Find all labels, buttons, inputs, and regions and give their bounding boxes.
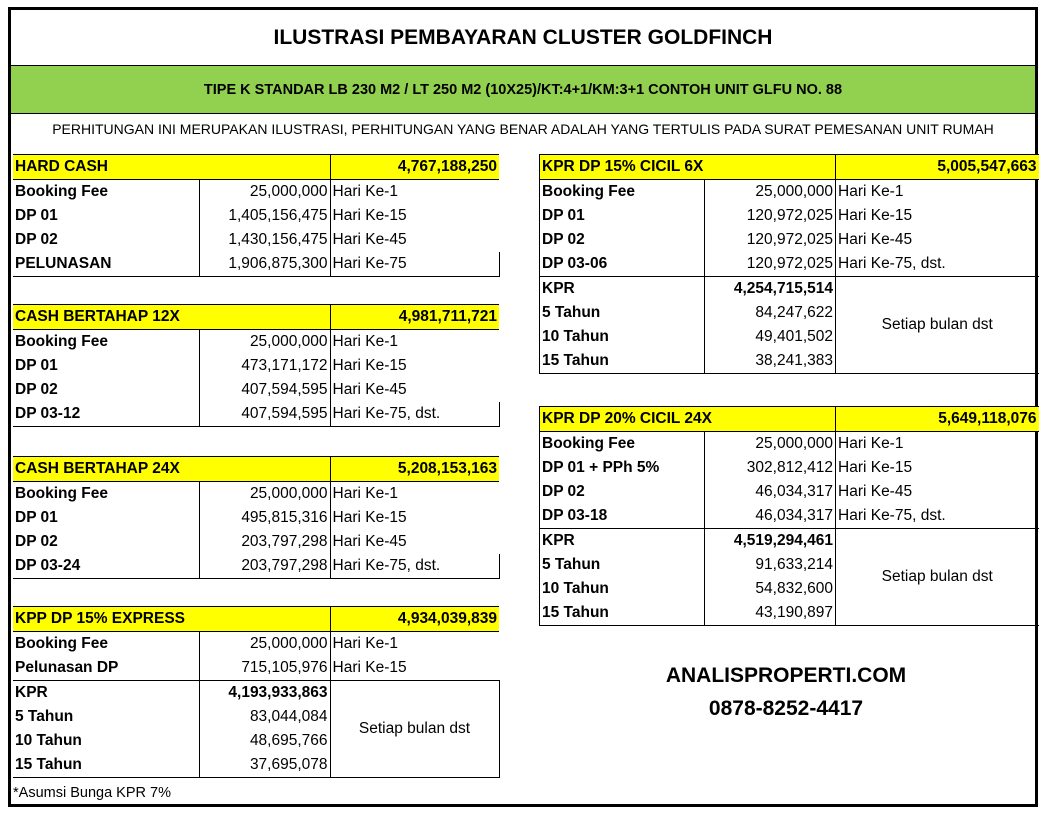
section-total: 5,005,547,663: [836, 155, 1039, 180]
tenor-label: 15 Tahun: [13, 753, 199, 778]
row-schedule: Hari Ke-1: [332, 635, 398, 652]
row-amount: 46,034,317: [705, 480, 836, 504]
row-label: DP 01: [15, 207, 58, 224]
monthly-note: Setiap bulan dst: [836, 277, 1039, 374]
row-label: DP 02: [540, 480, 705, 504]
row-label: Booking Fee: [540, 432, 705, 457]
row-schedule: Hari Ke-1: [332, 485, 398, 502]
row-amount: 407,594,595: [199, 378, 330, 402]
row-amount: 495,815,316: [199, 506, 330, 530]
tenor-amount: 37,695,078: [199, 753, 330, 778]
row-label: Booking Fee: [15, 183, 109, 200]
row-schedule: Hari Ke-75, dst.: [838, 507, 946, 524]
row-schedule: Hari Ke-15: [838, 207, 913, 224]
tenor-amount: 48,695,766: [199, 729, 330, 753]
row-schedule: Hari Ke-75, dst.: [330, 402, 499, 427]
row-amount: 407,594,595: [199, 402, 330, 427]
row-label: DP 03-12: [13, 402, 199, 427]
row-label: DP 01: [15, 509, 58, 526]
tenor-amount: 38,241,383: [705, 349, 836, 374]
row-amount: 25,000,000: [199, 632, 330, 657]
row-schedule: Hari Ke-1: [838, 435, 904, 452]
row-label: DP 01: [15, 357, 58, 374]
row-schedule: Hari Ke-15: [332, 659, 407, 676]
row-label: DP 02: [15, 533, 58, 550]
row-amount: 25,000,000: [199, 330, 330, 355]
row-label: DP 02: [540, 228, 705, 252]
row-amount: 120,972,025: [705, 252, 836, 277]
row-amount: 203,797,298: [199, 554, 330, 579]
row-label: DP 02: [15, 231, 58, 248]
tenor-label: 10 Tahun: [540, 325, 705, 349]
section-title: KPR DP 20% CICIL 24X: [540, 407, 836, 432]
kpr-amount: 4,193,933,863: [199, 681, 330, 706]
row-schedule: Hari Ke-15: [838, 459, 913, 476]
cash-24x-table: [13, 456, 500, 579]
kpr-label: KPR: [13, 681, 199, 706]
section-title: CASH BERTAHAP 24X: [13, 457, 330, 482]
kpr-15-6x-table: [539, 154, 1039, 374]
row-amount: 25,000,000: [705, 432, 836, 457]
tenor-label: 10 Tahun: [15, 732, 82, 749]
tenor-label: 15 Tahun: [540, 349, 705, 374]
row-label: PELUNASAN: [13, 252, 199, 277]
tenor-amount: 83,044,084: [199, 705, 330, 729]
tenor-label: 10 Tahun: [540, 577, 705, 601]
section-total: 4,767,188,250: [330, 155, 499, 180]
payment-illustration-sheet: [8, 7, 1038, 807]
row-schedule: Hari Ke-45: [332, 381, 407, 398]
kpr-label: KPR: [540, 529, 705, 554]
unit-type-banner: TIPE K STANDAR LB 230 M2 / LT 250 M2 (10X25)/KT:4+1/KM:3+1 CONTOH UNIT GLFU NO. 88: [11, 65, 1035, 114]
tenor-label: 5 Tahun: [540, 301, 705, 325]
kpr-label: KPR: [540, 277, 705, 302]
monthly-note: Setiap bulan dst: [330, 681, 499, 778]
row-amount: 473,171,172: [199, 354, 330, 378]
tenor-amount: 43,190,897: [705, 601, 836, 626]
row-schedule: Hari Ke-1: [838, 183, 904, 200]
section-title: HARD CASH: [13, 155, 330, 180]
row-amount: 25,000,000: [199, 482, 330, 507]
row-amount: 203,797,298: [199, 530, 330, 554]
row-label: DP 03-06: [540, 252, 705, 277]
row-label: DP 03-18: [540, 504, 705, 529]
kpr-amount: 4,519,294,461: [705, 529, 836, 554]
row-label: DP 01 + PPh 5%: [540, 456, 705, 480]
row-label: Booking Fee: [15, 333, 109, 350]
row-amount: 1,430,156,475: [199, 228, 330, 252]
row-schedule: Hari Ke-1: [332, 333, 398, 350]
tenor-label: 5 Tahun: [15, 708, 74, 725]
row-amount: 1,405,156,475: [199, 204, 330, 228]
row-label: Booking Fee: [15, 635, 109, 652]
row-schedule: Hari Ke-1: [332, 183, 398, 200]
tenor-label: 5 Tahun: [540, 553, 705, 577]
sheet-title: ILUSTRASI PEMBAYARAN CLUSTER GOLDFINCH: [273, 26, 773, 49]
section-total: 5,649,118,076: [836, 407, 1039, 432]
section-total: 4,981,711,721: [330, 305, 499, 330]
row-schedule: Hari Ke-75, dst.: [838, 255, 946, 272]
row-amount: 120,972,025: [705, 204, 836, 228]
row-amount: 25,000,000: [199, 180, 330, 205]
row-schedule: Hari Ke-45: [838, 483, 913, 500]
row-schedule: Hari Ke-45: [332, 231, 407, 248]
section-title: CASH BERTAHAP 12X: [13, 305, 330, 330]
row-label: Pelunasan DP: [15, 659, 119, 676]
tenor-amount: 54,832,600: [705, 577, 836, 601]
row-schedule: Hari Ke-15: [332, 509, 407, 526]
section-total: 4,934,039,839: [330, 607, 499, 632]
kpp-express-table: [13, 606, 500, 778]
tenor-label: 15 Tahun: [540, 601, 705, 626]
kpr-amount: 4,254,715,514: [705, 277, 836, 302]
row-schedule: Hari Ke-45: [838, 231, 913, 248]
row-schedule: Hari Ke-15: [332, 357, 407, 374]
section-title: KPR DP 15% CICIL 6X: [540, 155, 836, 180]
row-amount: 25,000,000: [705, 180, 836, 205]
kpr-20-24x-table: [539, 406, 1039, 626]
section-total: 5,208,153,163: [330, 457, 499, 482]
row-label: DP 02: [15, 381, 58, 398]
disclaimer-text: PERHITUNGAN INI MERUPAKAN ILUSTRASI, PERHITUNGAN YANG BENAR ADALAH YANG TERTULIS PADA SURAT PEMESANAN UNIT RUMAH: [52, 121, 994, 137]
row-schedule: Hari Ke-75: [330, 252, 499, 277]
row-amount: 120,972,025: [705, 228, 836, 252]
row-label: Booking Fee: [540, 180, 705, 205]
row-amount: 302,812,412: [705, 456, 836, 480]
cash-12x-table: [13, 304, 500, 427]
row-label: DP 03-24: [13, 554, 199, 579]
row-schedule: Hari Ke-15: [332, 207, 407, 224]
row-schedule: Hari Ke-45: [332, 533, 407, 550]
row-amount: 46,034,317: [705, 504, 836, 529]
row-label: DP 01: [540, 204, 705, 228]
website-text: ANALISPROPERTI.COM: [665, 664, 907, 687]
row-amount: 715,105,976: [199, 656, 330, 681]
footnote-interest-assumption: *Asumsi Bunga KPR 7%: [13, 785, 171, 801]
tenor-amount: 91,633,214: [705, 553, 836, 577]
hard-cash-table: [13, 154, 500, 277]
phone-number: 0878-8252-4417: [708, 697, 864, 720]
row-label: Booking Fee: [15, 485, 109, 502]
section-title: KPP DP 15% EXPRESS: [13, 607, 330, 632]
tenor-amount: 49,401,502: [705, 325, 836, 349]
row-schedule: Hari Ke-75, dst.: [330, 554, 499, 579]
monthly-note: Setiap bulan dst: [836, 529, 1039, 626]
row-amount: 1,906,875,300: [199, 252, 330, 277]
tenor-amount: 84,247,622: [705, 301, 836, 325]
